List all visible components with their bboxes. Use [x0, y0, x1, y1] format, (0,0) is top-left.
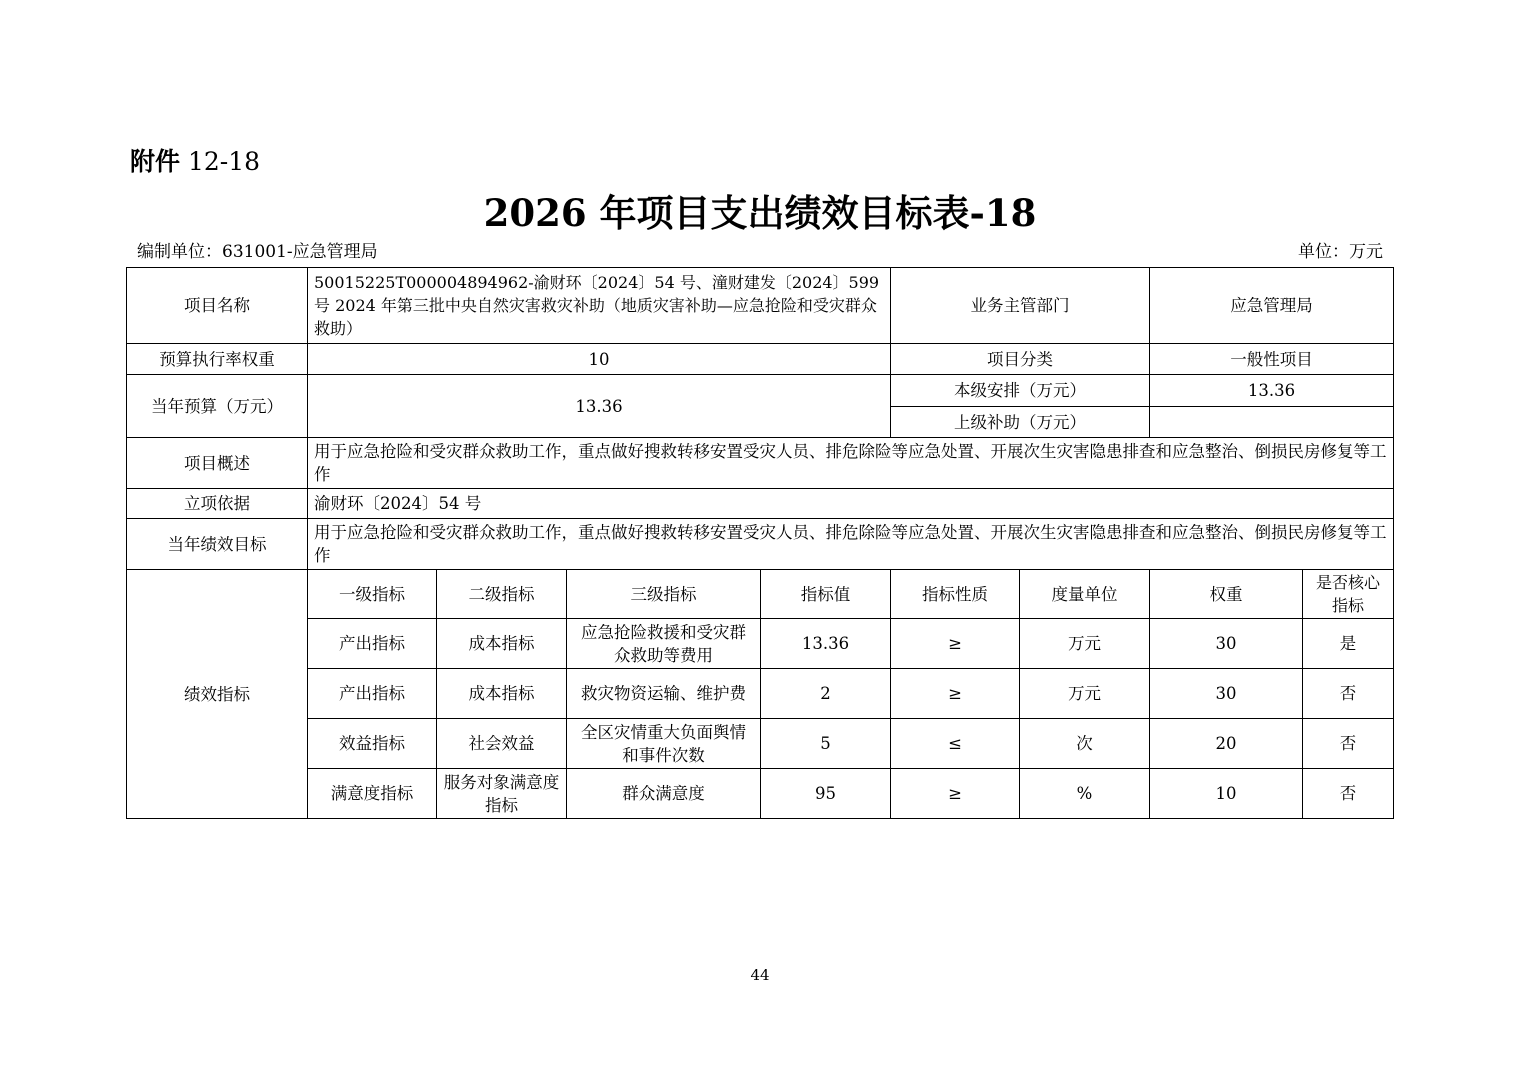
indicator-unit: 万元 [1020, 619, 1150, 669]
page-number: 44 [750, 966, 770, 984]
overview-label: 项目概述 [127, 438, 308, 489]
indicator-value: 5 [761, 719, 891, 769]
indicator-nature: ≥ [891, 769, 1020, 819]
indicator-level3: 救灾物资运输、维护费 [567, 669, 761, 719]
header-unit: 度量单位 [1020, 570, 1150, 619]
indicator-level1: 效益指标 [308, 719, 437, 769]
performance-table [126, 267, 1394, 819]
project-name-value: 50015225T000004894962-渝财环〔2024〕54 号、潼财建发〔2024〕599 号 2024 年第三批中央自然灾害救灾补助（地质灾害补助—应急抢险和受灾群众救助） [308, 268, 891, 344]
indicator-level3: 应急抢险救援和受灾群众救助等费用 [567, 619, 761, 669]
indicator-level1: 满意度指标 [308, 769, 437, 819]
indicator-level3: 群众满意度 [567, 769, 761, 819]
exec-weight-value: 10 [308, 344, 891, 375]
budget-label: 当年预算（万元） [127, 375, 308, 438]
attachment-number: 12-18 [187, 147, 261, 176]
row-project-name [127, 268, 1394, 344]
header-value: 指标值 [761, 570, 891, 619]
project-name-label: 项目名称 [127, 268, 308, 344]
indicator-row [127, 719, 1394, 769]
indicator-core: 是 [1303, 619, 1394, 669]
indicator-weight: 30 [1150, 669, 1303, 719]
indicator-level2: 成本指标 [437, 619, 567, 669]
indicator-core: 否 [1303, 669, 1394, 719]
indicator-core: 否 [1303, 719, 1394, 769]
local-budget-value: 13.36 [1150, 375, 1394, 407]
basis-value: 渝财环〔2024〕54 号 [308, 489, 1394, 519]
basis-label: 立项依据 [127, 489, 308, 519]
attachment-label [130, 145, 260, 179]
dept-value: 应急管理局 [1150, 268, 1394, 344]
upper-subsidy-value [1150, 407, 1394, 438]
goal-label: 当年绩效目标 [127, 519, 308, 570]
indicator-level1: 产出指标 [308, 669, 437, 719]
exec-weight-label: 预算执行率权重 [127, 344, 308, 375]
indicator-header-row [127, 570, 1394, 619]
currency-unit: 单位：万元 [1298, 242, 1383, 262]
upper-subsidy-label: 上级补助（万元） [891, 407, 1150, 438]
indicator-unit: % [1020, 769, 1150, 819]
header-nature: 指标性质 [891, 570, 1020, 619]
local-budget-label: 本级安排（万元） [891, 375, 1150, 407]
row-basis [127, 489, 1394, 519]
indicator-level1: 产出指标 [308, 619, 437, 669]
row-goal [127, 519, 1394, 570]
indicator-value: 2 [761, 669, 891, 719]
indicator-row [127, 769, 1394, 819]
goal-value: 用于应急抢险和受灾群众救助工作，重点做好搜救转移安置受灾人员、排危除险等应急处置、开展次生灾害隐患排查和应急整治、倒损民房修复等工作 [308, 519, 1394, 570]
category-value: 一般性项目 [1150, 344, 1394, 375]
indicator-row [127, 619, 1394, 669]
indicator-level3: 全区灾情重大负面舆情和事件次数 [567, 719, 761, 769]
indicator-row [127, 669, 1394, 719]
indicator-level2: 成本指标 [437, 669, 567, 719]
attachment-prefix: 附件 [130, 147, 181, 176]
indicator-core: 否 [1303, 769, 1394, 819]
indicator-unit: 次 [1020, 719, 1150, 769]
indicator-nature: ≥ [891, 669, 1020, 719]
page-title: 2026 年项目支出绩效目标表-18 [483, 191, 1037, 235]
overview-value: 用于应急抢险和受灾群众救助工作，重点做好搜救转移安置受灾人员、排危除险等应急处置、开展次生灾害隐患排查和应急整治、倒损民房修复等工作 [308, 438, 1394, 489]
header-level1: 一级指标 [308, 570, 437, 619]
header-weight: 权重 [1150, 570, 1303, 619]
row-overview [127, 438, 1394, 489]
indicator-nature: ≥ [891, 619, 1020, 669]
indicators-section-label: 绩效指标 [127, 570, 308, 819]
row-exec-weight [127, 344, 1394, 375]
indicator-nature: ≤ [891, 719, 1020, 769]
indicator-level2: 服务对象满意度指标 [437, 769, 567, 819]
header-core: 是否核心指标 [1303, 570, 1394, 619]
indicator-value: 13.36 [761, 619, 891, 669]
indicator-weight: 30 [1150, 619, 1303, 669]
dept-label: 业务主管部门 [891, 268, 1150, 344]
header-level3: 三级指标 [567, 570, 761, 619]
indicator-unit: 万元 [1020, 669, 1150, 719]
header-level2: 二级指标 [437, 570, 567, 619]
indicator-value: 95 [761, 769, 891, 819]
row-budget [127, 375, 1394, 407]
compiler-unit: 编制单位：631001-应急管理局 [137, 242, 378, 262]
indicator-level2: 社会效益 [437, 719, 567, 769]
category-label: 项目分类 [891, 344, 1150, 375]
indicator-weight: 20 [1150, 719, 1303, 769]
indicator-weight: 10 [1150, 769, 1303, 819]
budget-value: 13.36 [308, 375, 891, 438]
